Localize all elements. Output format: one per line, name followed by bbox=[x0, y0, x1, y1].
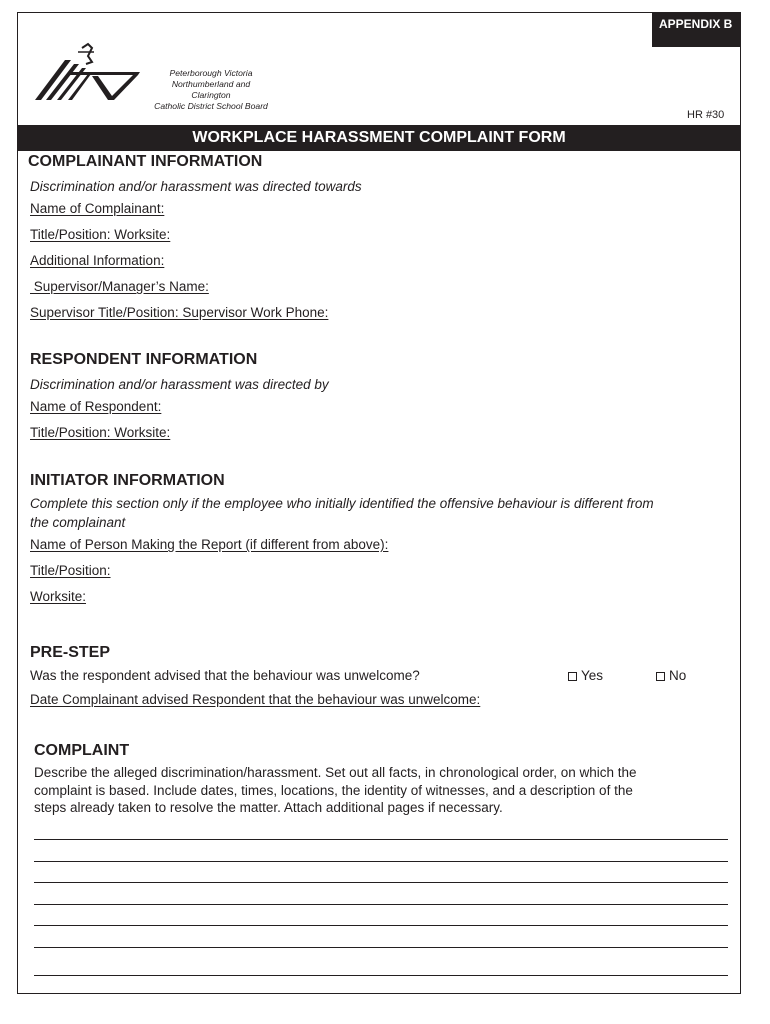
respondent-title-field[interactable]: Title/Position: Worksite: bbox=[30, 425, 171, 440]
yes-label: Yes bbox=[581, 668, 604, 683]
prestep-question: Was the respondent advised that the behaviour was unwelcome? bbox=[30, 668, 420, 683]
complainant-title-field[interactable]: Title/Position: Worksite: bbox=[30, 227, 171, 242]
no-checkbox[interactable] bbox=[656, 672, 665, 681]
no-option[interactable] bbox=[656, 668, 686, 683]
initiator-worksite-field[interactable]: Worksite: bbox=[30, 589, 87, 604]
respondent-name-field[interactable]: Name of Respondent: bbox=[30, 399, 162, 414]
complaint-write-line[interactable] bbox=[34, 925, 728, 926]
complaint-write-line[interactable] bbox=[34, 904, 728, 905]
respondent-intro: Discrimination and/or harassment was directed by bbox=[30, 377, 329, 392]
complaint-write-line[interactable] bbox=[34, 861, 728, 862]
complaint-write-line[interactable] bbox=[34, 975, 728, 976]
initiator-intro-line: the complainant bbox=[30, 515, 126, 530]
board-logo-icon bbox=[30, 42, 155, 110]
hr-number: HR #30 bbox=[687, 109, 725, 121]
complainant-name-field[interactable]: Name of Complainant: bbox=[30, 201, 165, 216]
complaint-write-line[interactable] bbox=[34, 839, 728, 840]
form-title: WORKPLACE HARASSMENT COMPLAINT FORM bbox=[17, 125, 741, 151]
complaint-write-line[interactable] bbox=[34, 882, 728, 883]
complaint-instructions-line: Describe the alleged discrimination/harassment. Set out all facts, in chronological order, on which the bbox=[34, 765, 637, 780]
supervisor-name-field[interactable]: Supervisor/Manager’s Name: bbox=[30, 279, 209, 294]
board-name-line: Northumberland and Clarington bbox=[171, 79, 251, 100]
respondent-heading: RESPONDENT INFORMATION bbox=[30, 351, 258, 368]
additional-info-field[interactable]: Additional Information: bbox=[30, 253, 165, 268]
appendix-label: APPENDIX B bbox=[652, 12, 741, 47]
yes-checkbox[interactable] bbox=[568, 672, 577, 681]
complaint-instructions-line: steps already taken to resolve the matter. Attach additional pages if necessary. bbox=[34, 800, 503, 815]
complaint-write-line[interactable] bbox=[34, 947, 728, 948]
initiator-heading: INITIATOR INFORMATION bbox=[30, 472, 225, 489]
complainant-heading: COMPLAINANT INFORMATION bbox=[28, 153, 263, 170]
yes-option[interactable] bbox=[568, 668, 603, 683]
complaint-heading: COMPLAINT bbox=[34, 742, 130, 759]
board-name-line: Peterborough Victoria bbox=[169, 68, 253, 78]
board-logo bbox=[30, 42, 270, 110]
initiator-title-field[interactable]: Title/Position: bbox=[30, 563, 111, 578]
initiator-name-field[interactable]: Name of Person Making the Report (if different from above): bbox=[30, 537, 389, 552]
prestep-heading: PRE-STEP bbox=[30, 644, 111, 661]
complainant-intro: Discrimination and/or harassment was directed towards bbox=[30, 179, 362, 194]
date-advised-field[interactable]: Date Complainant advised Respondent that the behaviour was unwelcome: bbox=[30, 692, 481, 707]
initiator-intro-line: Complete this section only if the employee who initially identified the offensive behaviour is different from bbox=[30, 496, 654, 511]
board-name-line: Catholic District School Board bbox=[154, 101, 268, 111]
complaint-instructions-line: complaint is based. Include dates, times, locations, the identity of witnesses, and a description of the bbox=[34, 782, 633, 798]
no-label: No bbox=[669, 668, 687, 683]
board-name bbox=[152, 68, 270, 112]
complaint-instructions bbox=[34, 764, 724, 817]
supervisor-title-phone-field[interactable]: Supervisor Title/Position: Supervisor Work Phone: bbox=[30, 305, 329, 320]
